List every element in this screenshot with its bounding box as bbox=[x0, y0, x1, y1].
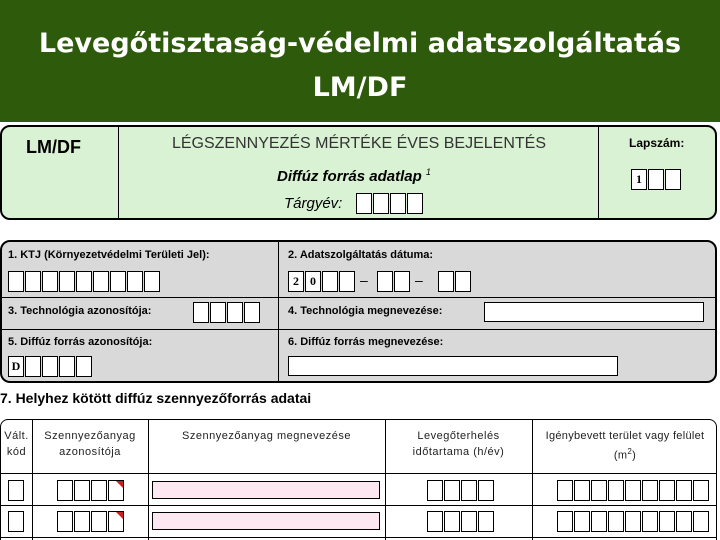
date-label: 2. Adatszolgáltatás dátuma: bbox=[288, 249, 434, 261]
pollutant-id-cell[interactable] bbox=[108, 480, 124, 501]
column-header-line: Igénybevett terület vagy felület bbox=[545, 430, 705, 442]
duration-cell[interactable] bbox=[444, 511, 460, 532]
change-code-field[interactable] bbox=[8, 480, 25, 501]
pollutant-id-field[interactable] bbox=[57, 511, 125, 532]
area-cell[interactable] bbox=[625, 511, 641, 532]
column-header-line: időtartama (h/év) bbox=[412, 446, 505, 458]
area-unit-exponent: 2 bbox=[627, 447, 633, 456]
tech-name-input[interactable] bbox=[484, 302, 704, 322]
area-cell[interactable] bbox=[693, 480, 709, 501]
date-cell[interactable] bbox=[339, 271, 355, 292]
area-cell[interactable] bbox=[557, 480, 573, 501]
area-unit-end: ) bbox=[632, 449, 637, 462]
area-unit: (m bbox=[613, 449, 628, 462]
pollutant-id-cell[interactable] bbox=[91, 480, 107, 501]
date-cell[interactable] bbox=[322, 271, 338, 292]
duration-cell[interactable] bbox=[427, 480, 443, 501]
pollutant-id-cell[interactable] bbox=[74, 511, 90, 532]
area-cell[interactable] bbox=[642, 511, 658, 532]
ktj-label: 1. KTJ (Környezetvédelmi Területi Jel): bbox=[8, 249, 210, 261]
date-month-field[interactable] bbox=[377, 271, 411, 292]
column-header-line: azonosítója bbox=[59, 446, 121, 458]
date-cell[interactable] bbox=[438, 271, 454, 292]
tech-id-cell[interactable] bbox=[227, 302, 243, 323]
ktj-cell[interactable] bbox=[144, 271, 160, 292]
column-header-change-code bbox=[1, 428, 32, 460]
diffuse-name-input[interactable] bbox=[288, 356, 618, 376]
footnote-marker: 1 bbox=[425, 167, 431, 177]
tech-id-field[interactable] bbox=[193, 302, 261, 323]
column-header-pollutant-id bbox=[32, 428, 148, 460]
pollutant-id-cell[interactable] bbox=[91, 511, 107, 532]
date-cell[interactable]: 0 bbox=[305, 271, 321, 292]
tech-id-cell[interactable] bbox=[193, 302, 209, 323]
date-cell[interactable]: 2 bbox=[288, 271, 304, 292]
year-digit-cell[interactable] bbox=[390, 193, 406, 214]
ktj-cell[interactable] bbox=[42, 271, 58, 292]
date-separator: – bbox=[415, 272, 423, 288]
identification-fields bbox=[0, 240, 717, 383]
page-number-cell[interactable] bbox=[648, 169, 664, 190]
banner-title-line1: Levegőtisztaság-védelmi adatszolgáltatás bbox=[38, 28, 682, 59]
duration-cell[interactable] bbox=[478, 511, 494, 532]
duration-cell[interactable] bbox=[427, 511, 443, 532]
year-digit-cell[interactable] bbox=[356, 193, 372, 214]
date-cell[interactable] bbox=[377, 271, 393, 292]
ktj-field[interactable] bbox=[8, 271, 161, 292]
area-cell[interactable] bbox=[659, 480, 675, 501]
area-cell[interactable] bbox=[625, 480, 641, 501]
column-header-line bbox=[532, 444, 717, 464]
duration-cell[interactable] bbox=[478, 480, 494, 501]
pollutant-name-input[interactable] bbox=[152, 512, 380, 530]
pollutant-id-cell[interactable] bbox=[108, 511, 124, 532]
tech-id-cell[interactable] bbox=[210, 302, 226, 323]
area-cell[interactable] bbox=[642, 480, 658, 501]
diffuse-id-cell[interactable] bbox=[42, 356, 58, 377]
diffuse-id-cell[interactable] bbox=[76, 356, 92, 377]
pollutant-table bbox=[0, 419, 717, 540]
form-title: LÉGSZENNYEZÉS MÉRTÉKE ÉVES BEJELENTÉS bbox=[171, 135, 547, 152]
pollutant-id-cell[interactable] bbox=[57, 511, 73, 532]
diffuse-name-label: 6. Diffúz forrás megnevezése: bbox=[288, 336, 444, 348]
year-label: Tárgyév: bbox=[284, 195, 343, 212]
load-duration-field[interactable] bbox=[427, 511, 495, 532]
area-field[interactable] bbox=[557, 480, 710, 501]
form-subtitle bbox=[277, 167, 431, 185]
form-subtitle-text: Diffúz forrás adatlap bbox=[277, 168, 422, 185]
table-row-divider bbox=[1, 473, 716, 474]
column-header-line: Szennyezőanyag megnevezése bbox=[182, 430, 351, 442]
fields-row-divider bbox=[2, 297, 715, 298]
table-row-divider bbox=[1, 537, 716, 538]
change-code-field[interactable] bbox=[8, 511, 25, 532]
ktj-cell[interactable] bbox=[25, 271, 41, 292]
form-header bbox=[0, 125, 717, 220]
load-duration-field[interactable] bbox=[427, 480, 495, 501]
change-code-cell[interactable] bbox=[8, 511, 24, 532]
column-header-load-duration bbox=[385, 428, 532, 460]
form-code: LM/DF bbox=[26, 137, 81, 157]
tech-name-label: 4. Technológia megnevezése: bbox=[288, 305, 443, 317]
area-cell[interactable] bbox=[591, 511, 607, 532]
pollutant-id-field[interactable] bbox=[57, 480, 125, 501]
ktj-cell[interactable] bbox=[76, 271, 92, 292]
date-cell[interactable] bbox=[394, 271, 410, 292]
duration-cell[interactable] bbox=[461, 511, 477, 532]
diffuse-id-cell[interactable] bbox=[59, 356, 75, 377]
header-divider bbox=[118, 127, 119, 218]
area-cell[interactable] bbox=[574, 511, 590, 532]
area-cell[interactable] bbox=[608, 511, 624, 532]
ktj-cell[interactable] bbox=[110, 271, 126, 292]
tech-id-cell[interactable] bbox=[244, 302, 260, 323]
pollutant-id-cell[interactable] bbox=[74, 480, 90, 501]
pollutant-id-cell[interactable] bbox=[57, 480, 73, 501]
page-number-cell[interactable]: 1 bbox=[631, 169, 647, 190]
date-separator: – bbox=[360, 272, 368, 288]
page-number-cell[interactable] bbox=[665, 169, 681, 190]
ktj-cell[interactable] bbox=[127, 271, 143, 292]
year-digit-cell[interactable] bbox=[373, 193, 389, 214]
date-day-field[interactable] bbox=[438, 271, 472, 292]
table-row-divider bbox=[1, 505, 716, 506]
section-7-title: 7. Helyhez kötött diffúz szennyezőforrás adatai bbox=[0, 390, 312, 406]
diffuse-id-cell[interactable] bbox=[25, 356, 41, 377]
year-digit-cell[interactable] bbox=[407, 193, 423, 214]
change-code-cell[interactable] bbox=[8, 480, 24, 501]
area-cell[interactable] bbox=[693, 511, 709, 532]
duration-cell[interactable] bbox=[461, 480, 477, 501]
pollutant-name-input[interactable] bbox=[152, 481, 380, 499]
page-number-field[interactable] bbox=[631, 169, 682, 190]
area-cell[interactable] bbox=[557, 511, 573, 532]
banner-title-line2: LM/DF bbox=[312, 72, 408, 103]
ktj-cell[interactable] bbox=[59, 271, 75, 292]
ktj-cell[interactable] bbox=[93, 271, 109, 292]
area-cell[interactable] bbox=[659, 511, 675, 532]
fields-divider bbox=[278, 242, 279, 381]
header-divider bbox=[598, 127, 599, 218]
duration-cell[interactable] bbox=[444, 480, 460, 501]
column-header-line: Levegőterhelés bbox=[417, 430, 500, 442]
column-header-line: kód bbox=[6, 446, 27, 458]
area-cell[interactable] bbox=[676, 480, 692, 501]
column-header-line: Vált. bbox=[4, 430, 29, 442]
diffuse-id-label: 5. Diffúz forrás azonosítója: bbox=[8, 336, 153, 348]
date-cell[interactable] bbox=[455, 271, 471, 292]
column-header-pollutant-name bbox=[148, 428, 385, 444]
area-cell[interactable] bbox=[574, 480, 590, 501]
area-cell[interactable] bbox=[676, 511, 692, 532]
column-header-area bbox=[532, 428, 717, 464]
ktj-cell[interactable] bbox=[8, 271, 24, 292]
area-cell[interactable] bbox=[591, 480, 607, 501]
page-number-label: Lapszám: bbox=[629, 136, 685, 150]
diffuse-id-field[interactable] bbox=[8, 356, 93, 377]
title-banner bbox=[0, 0, 720, 122]
fields-row-divider bbox=[2, 329, 715, 330]
diffuse-id-cell[interactable]: D bbox=[8, 356, 24, 377]
column-header-line: Szennyezőanyag bbox=[44, 430, 136, 442]
tech-id-label: 3. Technológia azonosítója: bbox=[8, 305, 152, 317]
area-field[interactable] bbox=[557, 511, 710, 532]
year-field[interactable] bbox=[356, 193, 424, 214]
area-cell[interactable] bbox=[608, 480, 624, 501]
date-year-field[interactable] bbox=[288, 271, 356, 292]
